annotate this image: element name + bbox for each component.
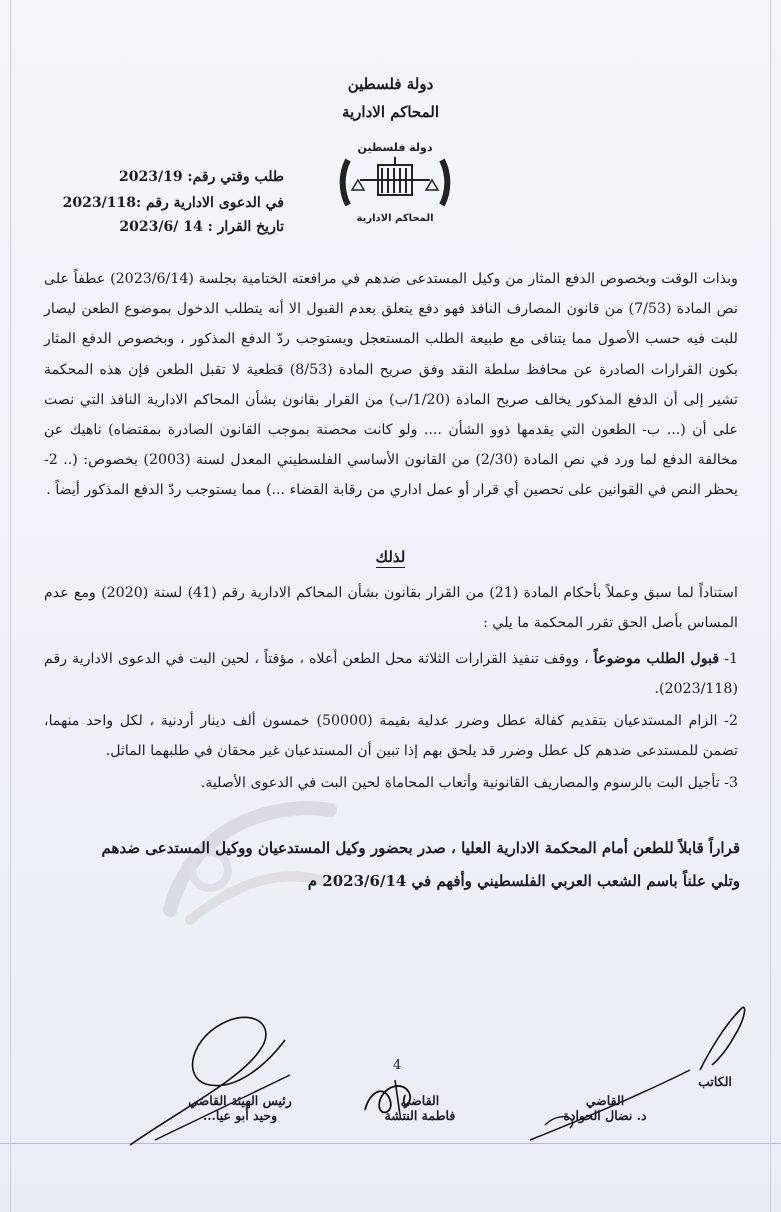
body-paragraph: وبذات الوقت وبخصوص الدفع المثار من وكيل المستدعى ضدهم في مرافعته الختامية بجلسة (2023/6/14) عطفاً على نص المادة (7/53) من قانون المصارف النافذ فهو دفع يتعلق بعدم القبول الا أنه يتطلب الدخول بموضوع الطعن ليصار للبت فيه حسب الأصول مما يتنافى مع طبيعة الطلب المستعجل ويستوجب ردّ الدفع المذكور ، وبخصوص الدفع المثار بكون القرارات الصادرة عن محافظ سلطة النقد وفق صريح المادة (8/53) قطعية لا تقبل الطعن فإن هذه المحكمة تشير إلى أن الدفع المذكور يخالف صريح المادة (1/20/ب) من القرار بقانون بشأن المحاكم الادارية النافذ التي نصت على أن (... ب- الطعون التي يقدمها ذوو الشأن .... ولو كانت محصنة بموجب القانون الصادرة بمقتضاه) ناهيك عن مخالفة الدفع لما ورد في نص المادة (2/30) من القانون الأساسي الفلسطيني المعدل لسنة (2003) بخصوص: (.. 2- يحظر النص في القوانين على تحصين أي قرار أو عمل اداري من رقابة القضاء ...) مما يستوجب ردّ الدفع المذكور أيضاً . xyxy=(44,271,738,499)
left-edge-line xyxy=(10,0,11,1212)
item-text: الزام المستدعيان بتقديم كفالة عطل وضرر عدلية بقيمة (50000) خمسون ألف دينار أردنية ، لكل واحد منهما، تضمن للمستدعى ضدهم كل عطل وضرر قد يلحق بهم إذا تبين أن المستدعيان غير محقان في طلبهما الماثل. xyxy=(44,713,738,759)
bottom-edge-line xyxy=(0,1143,781,1144)
section-title-text: لذلك xyxy=(375,548,406,566)
lawsuit-number: في الدعوى الادارية رقم :2023/118 xyxy=(62,195,284,211)
court-seal-icon xyxy=(330,135,460,230)
signature-block xyxy=(680,1074,750,1089)
item-number: 3- xyxy=(724,775,738,791)
signature-title: رئيس الهيئة القاضي xyxy=(188,1093,292,1108)
item-number: 2- xyxy=(724,713,738,729)
verdict xyxy=(60,832,740,898)
item-number: 1- xyxy=(724,651,739,667)
decision-item xyxy=(44,644,738,704)
signature-name: د. نضال الحوادة xyxy=(563,1108,647,1123)
item-bold-text: قبول الطلب موضوعاً xyxy=(593,651,720,667)
signature-block xyxy=(365,1093,475,1123)
signature-name: وحيد أبو عيا... xyxy=(202,1108,278,1123)
header-country: دولة فلسطين xyxy=(347,75,434,93)
verdict-line: قراراً قابلاً للطعن أمام المحكمة الادارية العليا ، صدر بحضور وكيل المستدعيان ووكيل المستدعى ضدهم xyxy=(101,839,740,857)
item-text: ، ووقف تنفيذ القرارات الثلاثة محل الطعن أعلاه ، مؤقتاً ، لحين البت في الدعوى الادارية رقم (2023/118). xyxy=(44,651,738,697)
request-number: طلب وقتي رقم: 2023/19 xyxy=(119,169,284,185)
decision-date: تاريخ القرار : 14 /2023/6 xyxy=(119,219,284,235)
item-text: تأجيل البت بالرسوم والمصاريف القانونية وأتعاب المحاماة لحين البت في الدعوى الأصلية. xyxy=(200,775,720,791)
seal-bottom-text: المحاكم الادارية xyxy=(356,213,434,224)
intro-paragraph: استناداً لما سبق وعملاً بأحكام المادة (21) من القرار بقانون بشأن المحاكم الادارية رقم (41) لسنة (2020) ومع عدم المساس بأصل الحق تقرر المحكمة ما يلي : xyxy=(44,585,738,631)
signature-title: القاضي xyxy=(585,1093,625,1108)
section-title xyxy=(0,548,781,566)
signature-block xyxy=(165,1093,315,1123)
signature-name: فاطمة النتشة xyxy=(384,1108,456,1123)
decision-item xyxy=(44,706,738,766)
page-number: 4 xyxy=(393,1058,402,1073)
decision-item xyxy=(44,768,738,798)
signature-title: الكاتب xyxy=(698,1074,732,1089)
right-edge-line xyxy=(770,0,771,1212)
header-courts: المحاكم الادارية xyxy=(341,103,440,121)
seal-top-text: دولة فلسطين xyxy=(357,141,433,154)
verdict-line: وتلي علناً باسم الشعب العربي الفلسطيني وأفهم في 2023/6/14 م xyxy=(307,872,740,890)
signature-block xyxy=(550,1093,660,1123)
signature-title: القاضي xyxy=(400,1093,440,1108)
